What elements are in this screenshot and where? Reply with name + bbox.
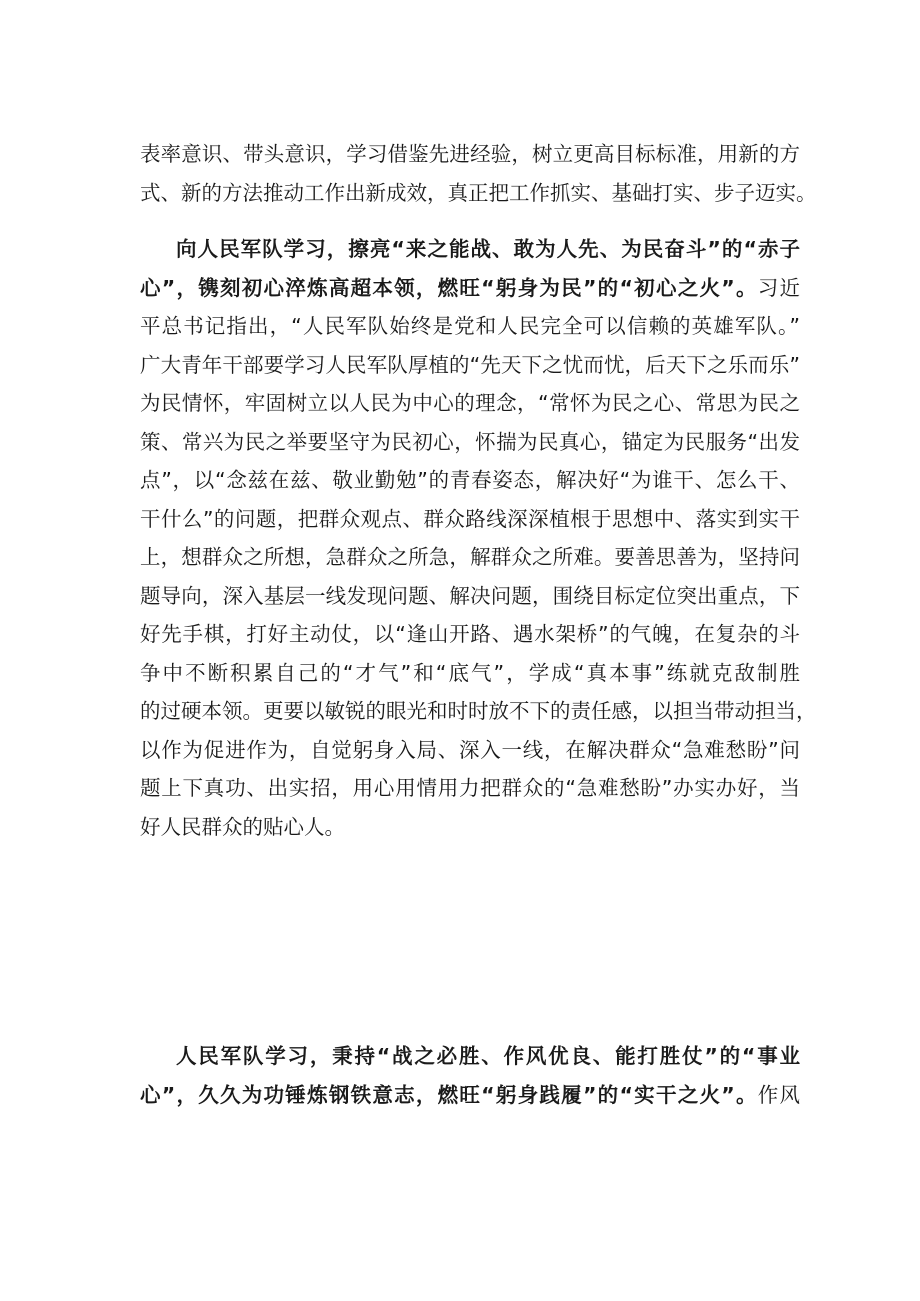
text-line: 争中不断积累自己的“才气”和“底气”，学成“真本事”练就克敌制胜 [140,660,800,685]
text-line: 表率意识、带头意识，学习借鉴先进经验，树立更高目标标准，用新的方 [140,142,800,166]
text-line: 点”，以“念兹在兹、敬业勤勉”的青春姿态，解决好“为谁干、怎么干、 [140,468,800,492]
text-line: 为民情怀，牢固树立以人民为中心的理念，“常怀为民之心、常思为民之 [140,391,800,415]
text-line: 题导向，深入基层一线发现问题、解决问题，围绕目标定位突出重点，下 [140,583,800,608]
paragraph-red-heart [140,230,817,846]
text-line: 上，想群众之所想，急群众之所急，解群众之所难。要善思善为，坚持问 [140,545,800,569]
text-line: 式、新的方法推动工作出新成效，真正把工作抓实、基础打实、步子迈实。 [140,180,817,205]
body-text: 作风 [757,1082,800,1107]
text-line [140,1037,800,1076]
text-line: 广大青年干部要学习人民军队厚植的“先天下之忧而忧，后天下之乐而乐” [140,352,800,377]
paragraph-career-heart [140,1037,800,1114]
text-line [140,1076,800,1115]
body-text: 习近 [757,275,800,300]
text-line: 好人民群众的贴心人。 [140,814,345,839]
bold-heading-text: 心”，镌刻初心淬炼高超本领，燃旺“躬身为民”的“初心之火”。 [140,275,758,300]
bold-heading-text: 心”，久久为功锤炼钢铁意志，燃旺“躬身践履”的“实干之火”。 [140,1082,758,1107]
text-line: 干什么”的问题，把群众观点、群众路线深深植根于思想中、落实到实干 [140,506,800,531]
text-line: 题上下真功、出实招，用心用情用力把群众的“急难愁盼”办实办好，当 [140,776,800,800]
bold-heading-text: 人民军队学习，秉持“战之必胜、作风优良、能打胜仗”的“事业 [176,1044,800,1068]
text-line [140,269,800,308]
text-line: 的过硬本领。更要以敏锐的眼光和时时放不下的责任感，以担当带动担当， [140,699,817,723]
text-line: 平总书记指出，“人民军队始终是党和人民完全可以信赖的英雄军队。” [140,314,800,338]
text-line: 以作为促进作为，自觉躬身入局、深入一线，在解决群众“急难愁盼”问 [140,737,800,762]
bold-heading-text: 向人民军队学习，擦亮“来之能战、敢为人先、为民奋斗”的“赤子 [176,237,800,261]
text-line: 好先手棋，打好主动仗，以“逢山开路、遇水架桥”的气魄，在复杂的斗 [140,622,800,646]
paragraph-continuation [140,135,817,212]
text-line [140,230,800,269]
text-line: 策、常兴为民之举要坚守为民初心，怀揣为民真心，锚定为民服务“出发 [140,429,800,454]
